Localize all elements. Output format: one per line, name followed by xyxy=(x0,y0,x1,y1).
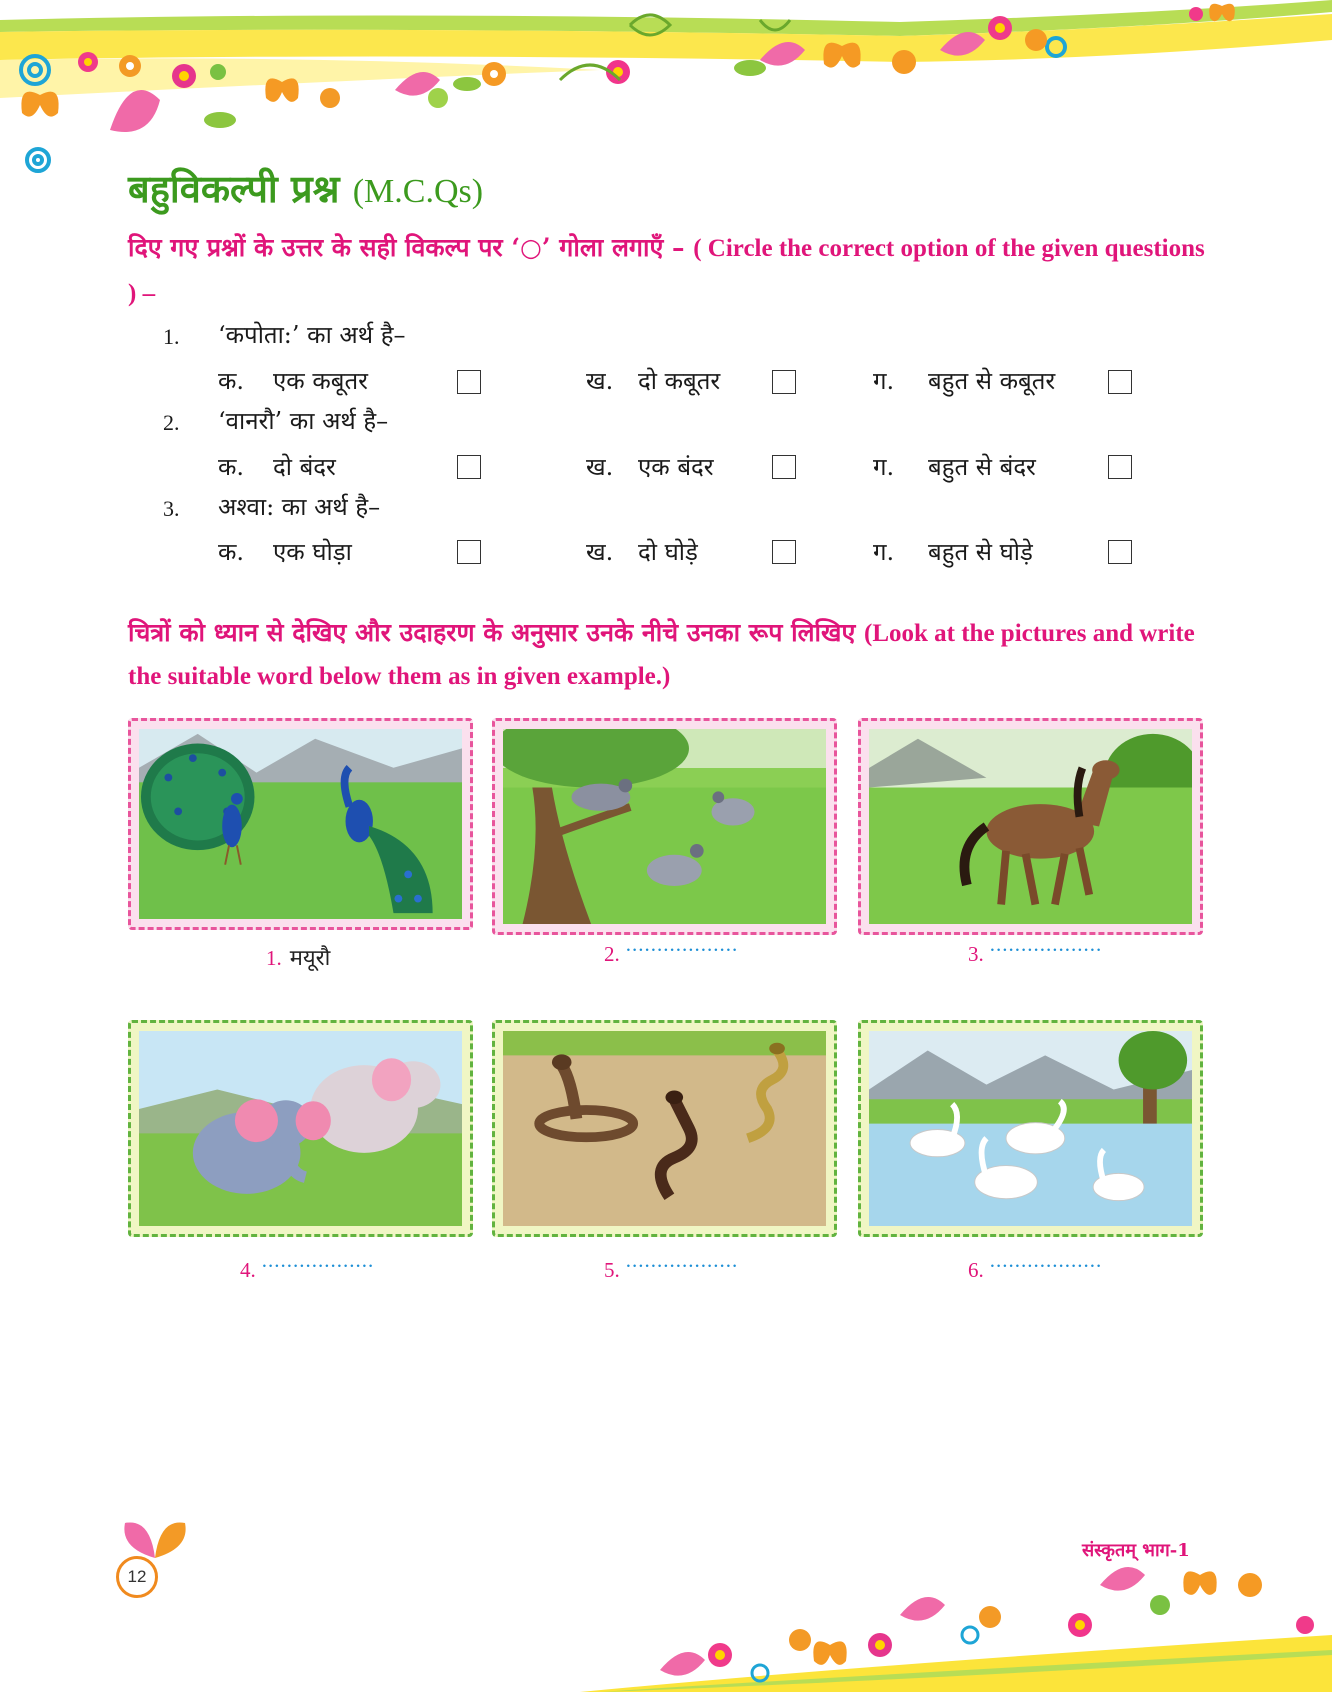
swans-illustration xyxy=(869,1031,1192,1226)
option-label: क. xyxy=(218,538,245,566)
option-text: दो कबूतर xyxy=(638,367,721,395)
picture-frame-pigeons xyxy=(492,718,837,935)
answer-blank[interactable]: .................. xyxy=(989,1248,1103,1272)
book-name: संस्कृतम् भाग-1 xyxy=(1082,1540,1190,1561)
picture-caption xyxy=(266,942,330,972)
option-text: एक कबूतर xyxy=(273,367,368,395)
picture-caption xyxy=(968,1248,1103,1283)
picture-instruction xyxy=(128,612,1218,698)
picture-frame-swans xyxy=(858,1020,1203,1237)
mcq-instruction-english: ( Circle the correct option of the given questions ) – xyxy=(128,235,1205,307)
picture-instruction-english: (Look at the pictures and write the suitable word below them as in given example.) xyxy=(128,620,1195,690)
picture-answer: मयूरौ xyxy=(289,946,331,971)
question-text: ‘कपोता:’ का अर्थ है– xyxy=(218,321,406,349)
option-label: क. xyxy=(218,453,245,481)
section-title xyxy=(128,162,483,214)
page-number-butterfly-icon xyxy=(110,1508,200,1568)
question-number: 3. xyxy=(163,496,180,521)
picture-caption xyxy=(240,1248,375,1283)
picture-caption xyxy=(968,932,1103,967)
picture-number: 6. xyxy=(968,1258,984,1282)
answer-blank[interactable]: .................. xyxy=(625,1248,739,1272)
option-checkbox[interactable] xyxy=(1108,370,1132,394)
snakes-illustration xyxy=(503,1031,826,1226)
option-label: ग. xyxy=(873,538,895,566)
option-text: बहुत से घोड़े xyxy=(928,538,1033,566)
footer-decoration xyxy=(560,1545,1332,1692)
picture-number: 4. xyxy=(240,1258,256,1282)
mcq-instruction-hindi: दिए गए प्रश्नों के उत्तर के सही विकल्प पर ‘○’ गोला लगाएँ – xyxy=(128,233,685,262)
option-label: ग. xyxy=(873,453,895,481)
picture-instruction-hindi: चित्रों को ध्यान से देखिए और उदाहरण के अनुसार उनके नीचे उनका रूप लिखिए xyxy=(128,618,856,647)
pigeons-illustration xyxy=(503,729,826,924)
picture-number: 3. xyxy=(968,942,984,966)
option-checkbox[interactable] xyxy=(772,455,796,479)
horse-illustration xyxy=(869,729,1192,924)
picture-number: 2. xyxy=(604,942,620,966)
question-text: ‘वानरौ’ का अर्थ है– xyxy=(218,407,389,435)
option-checkbox[interactable] xyxy=(1108,455,1132,479)
option-text: एक बंदर xyxy=(638,453,714,481)
mcq-instruction xyxy=(128,226,1218,316)
question-number: 1. xyxy=(163,324,180,349)
peacocks-illustration xyxy=(139,729,462,919)
option-label: क. xyxy=(218,367,245,395)
section-title-hindi: बहुविकल्पी प्रश्न xyxy=(128,166,340,211)
option-text: बहुत से बंदर xyxy=(928,453,1036,481)
picture-frame-peacocks xyxy=(128,718,473,930)
question-text: अश्वा: का अर्थ है– xyxy=(218,493,381,521)
option-checkbox[interactable] xyxy=(457,370,481,394)
page-number: 12 xyxy=(116,1556,158,1598)
option-label: ख. xyxy=(586,367,614,395)
option-checkbox[interactable] xyxy=(772,370,796,394)
picture-frame-snakes xyxy=(492,1020,837,1237)
option-label: ख. xyxy=(586,538,614,566)
answer-blank[interactable]: .................. xyxy=(989,932,1103,956)
picture-number: 1. xyxy=(266,946,282,970)
picture-caption xyxy=(604,932,739,967)
option-text: दो घोड़े xyxy=(638,538,698,566)
option-text: बहुत से कबूतर xyxy=(928,367,1056,395)
answer-blank[interactable]: .................. xyxy=(625,932,739,956)
option-checkbox[interactable] xyxy=(772,540,796,564)
option-text: दो बंदर xyxy=(273,453,336,481)
picture-number: 5. xyxy=(604,1258,620,1282)
question-number: 2. xyxy=(163,410,180,435)
option-checkbox[interactable] xyxy=(457,455,481,479)
option-label: ख. xyxy=(586,453,614,481)
option-text: एक घोड़ा xyxy=(273,538,352,566)
elephants-illustration xyxy=(139,1031,462,1226)
option-label: ग. xyxy=(873,367,895,395)
section-title-english: (M.C.Qs) xyxy=(352,173,484,210)
option-checkbox[interactable] xyxy=(1108,540,1132,564)
picture-frame-elephants xyxy=(128,1020,473,1237)
answer-blank[interactable]: .................. xyxy=(261,1248,375,1272)
picture-caption xyxy=(604,1248,739,1283)
option-checkbox[interactable] xyxy=(457,540,481,564)
picture-frame-horse xyxy=(858,718,1203,935)
